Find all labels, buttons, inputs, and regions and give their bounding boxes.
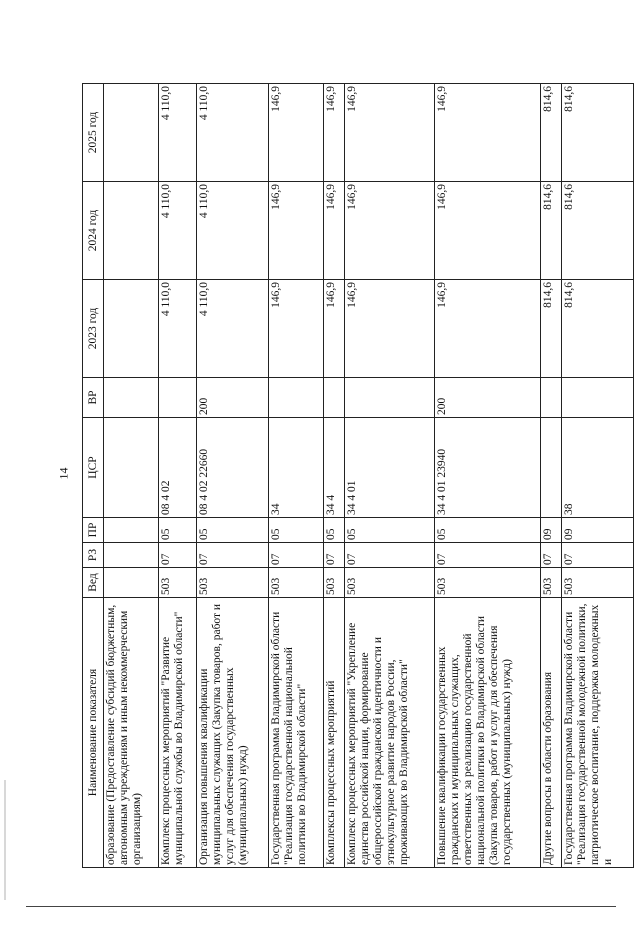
cell-pr: 09	[561, 518, 633, 543]
cell-vr: 200	[434, 378, 540, 418]
cell-pr: 09	[540, 518, 561, 543]
cell-ved: 503	[159, 568, 197, 598]
header-csr: ЦСР	[83, 418, 104, 518]
cell-y2025	[104, 84, 159, 182]
cell-y2023: 814,6	[561, 280, 633, 378]
cell-ved	[104, 568, 159, 598]
cell-vr	[159, 378, 197, 418]
header-2025: 2025 год	[83, 84, 104, 182]
table-row	[345, 84, 434, 868]
cell-csr: 34 4 01	[345, 418, 434, 518]
cell-y2024: 814,6	[561, 182, 633, 280]
cell-vr: 200	[197, 378, 269, 418]
table-header-row	[83, 84, 104, 868]
cell-y2023: 4 110,0	[197, 280, 269, 378]
header-vr: ВР	[83, 378, 104, 418]
bottom-rule	[26, 906, 616, 907]
cell-vr	[324, 378, 345, 418]
cell-ved: 503	[540, 568, 561, 598]
cell-y2024: 146,9	[345, 182, 434, 280]
cell-y2023: 4 110,0	[159, 280, 197, 378]
cell-y2023: 146,9	[345, 280, 434, 378]
cell-pr: 05	[324, 518, 345, 543]
cell-rz: 07	[434, 543, 540, 568]
cell-y2025: 146,9	[345, 84, 434, 182]
cell-vr	[561, 378, 633, 418]
budget-table	[82, 83, 634, 868]
cell-pr: 05	[197, 518, 269, 543]
cell-rz: 07	[269, 543, 324, 568]
cell-y2023: 146,9	[269, 280, 324, 378]
cell-y2025: 146,9	[434, 84, 540, 182]
cell-name: Повышение квалификации государственных гражданских и муниципальных служащих, ответственных за реализацию государственной национальной политики во Владимирской области (Закупка товаров, работ и услуг для обеспечения государственных (муниципальных) нужд)	[434, 598, 540, 868]
cell-ved: 503	[345, 568, 434, 598]
cell-rz: 07	[197, 543, 269, 568]
cell-name: Другие вопросы в области образования	[540, 598, 561, 868]
header-ved: Вед	[83, 568, 104, 598]
cell-y2024: 4 110,0	[159, 182, 197, 280]
header-2024: 2024 год	[83, 182, 104, 280]
cell-vr	[104, 378, 159, 418]
cell-y2024: 146,9	[324, 182, 345, 280]
cell-csr	[104, 418, 159, 518]
table-row	[269, 84, 324, 868]
cell-y2025: 814,6	[540, 84, 561, 182]
cell-name: образование (Предоставление субсидий бюджетным, автономным учреждениям и иным некоммерческим организациям)	[104, 598, 159, 868]
header-name: Наименование показателя	[83, 598, 104, 868]
cell-y2024: 146,9	[269, 182, 324, 280]
binding-mark	[4, 780, 6, 900]
table-row	[104, 84, 159, 868]
cell-y2024: 4 110,0	[197, 182, 269, 280]
cell-ved: 503	[269, 568, 324, 598]
cell-csr: 34	[269, 418, 324, 518]
cell-csr	[540, 418, 561, 518]
cell-csr: 08 4 02 22660	[197, 418, 269, 518]
cell-pr: 05	[345, 518, 434, 543]
cell-y2025: 146,9	[324, 84, 345, 182]
cell-rz	[104, 543, 159, 568]
cell-y2023: 814,6	[540, 280, 561, 378]
cell-y2024	[104, 182, 159, 280]
cell-rz: 07	[159, 543, 197, 568]
page-number: 14	[56, 467, 71, 480]
cell-y2025: 146,9	[269, 84, 324, 182]
cell-name: Комплекс процессных мероприятий "Развитие муниципальной службы во Владимирской области"	[159, 598, 197, 868]
cell-rz: 07	[345, 543, 434, 568]
cell-rz: 07	[540, 543, 561, 568]
cell-name: Государственная программа Владимирской области "Реализация государственной национальной политики во Владимирской области"	[269, 598, 324, 868]
cell-y2023: 146,9	[434, 280, 540, 378]
table-row	[159, 84, 197, 868]
cell-vr	[540, 378, 561, 418]
rotated-table-wrapper	[82, 84, 634, 868]
cell-ved: 503	[434, 568, 540, 598]
cell-ved: 503	[324, 568, 345, 598]
cell-pr: 05	[269, 518, 324, 543]
cell-y2024: 814,6	[540, 182, 561, 280]
cell-csr: 38	[561, 418, 633, 518]
cell-name: Государственная программа Владимирской области "Реализация государственной молодежной политики, патриотическое воспитание, поддержка молодежных и	[561, 598, 633, 868]
cell-name: Организация повышения квалификации муниципальных служащих (Закупка товаров, работ и услуг для обеспечения государственных (муниципальных) нужд)	[197, 598, 269, 868]
cell-pr	[104, 518, 159, 543]
table-row	[434, 84, 540, 868]
table-row	[324, 84, 345, 868]
cell-ved: 503	[561, 568, 633, 598]
cell-name: Комплексы процессных мероприятий	[324, 598, 345, 868]
cell-pr: 05	[159, 518, 197, 543]
table-row	[197, 84, 269, 868]
cell-rz: 07	[324, 543, 345, 568]
cell-vr	[269, 378, 324, 418]
cell-csr: 34 4 01 23940	[434, 418, 540, 518]
cell-y2023: 146,9	[324, 280, 345, 378]
cell-y2023	[104, 280, 159, 378]
header-2023: 2023 год	[83, 280, 104, 378]
cell-csr: 34 4	[324, 418, 345, 518]
cell-name: Комплекс процессных мероприятий "Укрепление единства российской нации, формирование общероссийской гражданской идентичности и этнокультурное развитие народов России, проживающих во Владимирской области"	[345, 598, 434, 868]
cell-y2025: 814,6	[561, 84, 633, 182]
header-rz: РЗ	[83, 543, 104, 568]
cell-ved: 503	[197, 568, 269, 598]
cell-rz: 07	[561, 543, 633, 568]
cell-y2025: 4 110,0	[159, 84, 197, 182]
header-pr: ПР	[83, 518, 104, 543]
cell-vr	[345, 378, 434, 418]
table-row	[561, 84, 633, 868]
cell-y2024: 146,9	[434, 182, 540, 280]
cell-pr: 05	[434, 518, 540, 543]
table-row	[540, 84, 561, 868]
cell-csr: 08 4 02	[159, 418, 197, 518]
cell-y2025: 4 110,0	[197, 84, 269, 182]
